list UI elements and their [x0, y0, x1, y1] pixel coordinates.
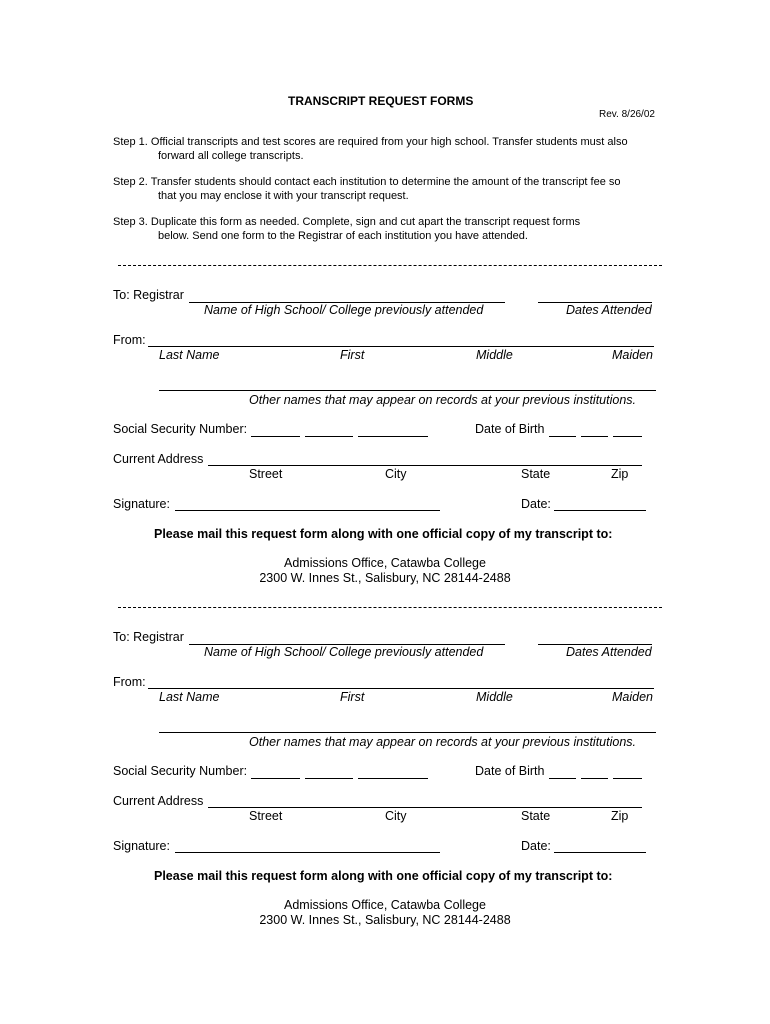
ssn-field-2[interactable] — [305, 778, 353, 779]
dob-month-field[interactable] — [549, 778, 576, 779]
dob-year-field[interactable] — [613, 436, 642, 437]
zip-caption: Zip — [611, 467, 629, 481]
signature-label: Signature: — [113, 839, 170, 853]
dates-caption: Dates Attended — [566, 645, 652, 659]
address-label: Current Address — [113, 794, 204, 808]
maiden-name-caption: Maiden — [612, 690, 653, 704]
step-3-line-2: below. Send one form to the Registrar of each institution you have attended. — [158, 230, 528, 242]
step-1-line-1: Step 1. Official transcripts and test scores are required from your high school. Transfer students must also — [113, 136, 628, 148]
maiden-name-caption: Maiden — [612, 348, 653, 362]
other-names-field[interactable] — [159, 390, 656, 391]
mail-instruction: Please mail this request form along with one official copy of my transcript to: — [154, 527, 613, 541]
first-name-caption: First — [340, 690, 365, 704]
middle-name-caption: Middle — [476, 690, 513, 704]
step-2-line-1: Step 2. Transfer students should contact each institution to determine the amount of the transcript fee so — [113, 176, 621, 188]
ssn-field-3[interactable] — [358, 778, 428, 779]
date-label: Date: — [521, 497, 551, 511]
zip-caption: Zip — [611, 809, 629, 823]
state-caption: State — [521, 809, 551, 823]
address-label: Current Address — [113, 452, 204, 466]
dob-year-field[interactable] — [613, 778, 642, 779]
signature-label: Signature: — [113, 497, 170, 511]
date-field[interactable] — [554, 510, 646, 511]
page-title: TRANSCRIPT REQUEST FORMS — [288, 94, 474, 108]
last-name-caption: Last Name — [159, 348, 220, 362]
dates-caption: Dates Attended — [566, 303, 652, 317]
from-label: From: — [113, 333, 146, 347]
other-names-caption: Other names that may appear on records at your previous institutions. — [249, 735, 636, 749]
signature-field[interactable] — [175, 510, 440, 511]
address-field[interactable] — [208, 465, 642, 466]
city-caption: City — [385, 809, 407, 823]
ssn-field-3[interactable] — [358, 436, 428, 437]
signature-field[interactable] — [175, 852, 440, 853]
state-caption: State — [521, 467, 551, 481]
middle-name-caption: Middle — [476, 348, 513, 362]
ssn-field-1[interactable] — [251, 778, 300, 779]
other-names-caption: Other names that may appear on records at your previous institutions. — [249, 393, 636, 407]
first-name-caption: First — [340, 348, 365, 362]
ssn-field-2[interactable] — [305, 436, 353, 437]
address-line-2: 2300 W. Innes St., Salisbury, NC 28144-2488 — [259, 913, 511, 927]
address-field[interactable] — [208, 807, 642, 808]
ssn-field-1[interactable] — [251, 436, 300, 437]
step-1-line-2: forward all college transcripts. — [158, 150, 304, 162]
to-registrar-label: To: Registrar — [113, 288, 184, 302]
date-label: Date: — [521, 839, 551, 853]
cut-line — [118, 607, 662, 608]
cut-line — [118, 265, 662, 266]
step-2-line-2: that you may enclose it with your transcript request. — [158, 190, 409, 202]
last-name-caption: Last Name — [159, 690, 220, 704]
school-caption: Name of High School/ College previously attended — [204, 645, 484, 659]
address-line-2: 2300 W. Innes St., Salisbury, NC 28144-2488 — [259, 571, 511, 585]
date-field[interactable] — [554, 852, 646, 853]
ssn-label: Social Security Number: — [113, 422, 248, 436]
school-caption: Name of High School/ College previously attended — [204, 303, 484, 317]
street-caption: Street — [249, 467, 283, 481]
address-line-1: Admissions Office, Catawba College — [284, 556, 486, 570]
name-field[interactable] — [148, 688, 654, 689]
address-line-1: Admissions Office, Catawba College — [284, 898, 486, 912]
city-caption: City — [385, 467, 407, 481]
mail-instruction: Please mail this request form along with one official copy of my transcript to: — [154, 869, 613, 883]
ssn-label: Social Security Number: — [113, 764, 248, 778]
dob-label: Date of Birth — [475, 764, 545, 778]
from-label: From: — [113, 675, 146, 689]
street-caption: Street — [249, 809, 283, 823]
dob-day-field[interactable] — [581, 778, 608, 779]
dob-label: Date of Birth — [475, 422, 545, 436]
step-3-line-1: Step 3. Duplicate this form as needed. Complete, sign and cut apart the transcript request forms — [113, 216, 581, 228]
other-names-field[interactable] — [159, 732, 656, 733]
name-field[interactable] — [148, 346, 654, 347]
revision-date: Rev. 8/26/02 — [599, 109, 655, 120]
dob-month-field[interactable] — [549, 436, 576, 437]
dob-day-field[interactable] — [581, 436, 608, 437]
to-registrar-label: To: Registrar — [113, 630, 184, 644]
